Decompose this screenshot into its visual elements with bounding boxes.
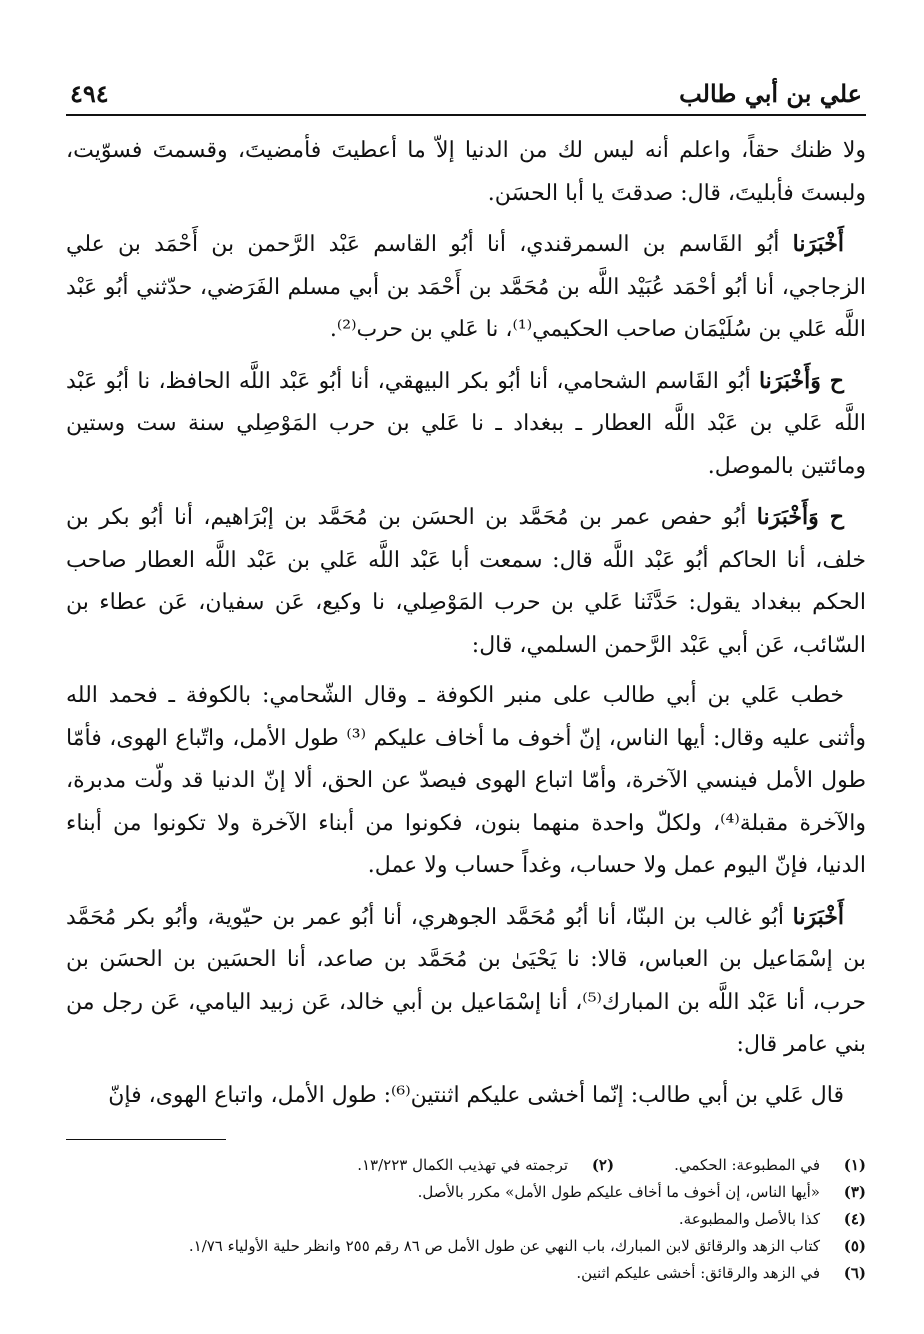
paragraph-text: ولا ظنك حقاً، واعلم أنه ليس لك من الدنيا إلاّ ما أعطيتَ فأمضيتَ، وقسمتَ فسوّيت، ولبستَ فأبليتَ، قال: صدقتَ يا أبا الحسَن. (66, 138, 866, 206)
paragraph (66, 496, 866, 667)
header-title: علي بن أبي طالب (679, 79, 862, 108)
paragraph (66, 130, 866, 215)
footnote (66, 1206, 866, 1233)
footnote-number: (١) (843, 1156, 866, 1174)
paragraph (66, 896, 866, 1067)
paragraph-lead: ح وَأَخْبَرَنا (758, 367, 844, 394)
paragraph-text: أبُو القَاسم الشحامي، أنا أبُو بكر البيهقي، أنا أبُو عَبْد اللَّه الحافظ، نا أبُو عَبْد اللَّه عَلي بن عَبْد اللَّه العطار ـ ببغداد ـ نا عَلي بن حرب المَوْصِلي سنة ست وستين ومائتين بالموصل. (66, 368, 866, 479)
footnote-text: كذا بالأصل والمطبوعة. (678, 1210, 820, 1228)
footnote-text: «أيها الناس، إن أخوف ما أخاف عليكم طول الأمل» مكرر بالأصل. (417, 1183, 820, 1201)
footnote-divider (66, 1139, 226, 1140)
footnote (674, 1152, 866, 1179)
paragraph (66, 360, 866, 489)
footnote-number: (٢) (591, 1156, 615, 1174)
paragraph (66, 1075, 866, 1118)
footnote-text: في المطبوعة: الحكمي. (674, 1156, 820, 1174)
footnote (357, 1152, 614, 1179)
paragraph-text: أبُو القَاسم بن السمرقندي، أنا أبُو القاسم عَبْد الرَّحمن بن أَحْمَد بن علي الزجاجي، أنا أبُو أحْمَد عُبَيْد اللَّه بن مُحَمَّد بن أَحْمَد بن أبي مسلم الفَرَضي، حدّثني أبُو عَبْد اللَّه عَلي بن سُلَيْمَان صاحب الحكيمي⁽¹⁾، نا عَلي بن حرب⁽²⁾. (66, 232, 866, 342)
footnote-text: ترجمته في تهذيب الكمال ١٣/٢٢٣. (357, 1156, 569, 1174)
footnote-row (66, 1152, 866, 1179)
footnote (66, 1260, 866, 1287)
paragraph (66, 675, 866, 888)
paragraph-lead: ح وَأَخْبَرَنا (756, 504, 844, 530)
body-text (66, 130, 866, 1117)
footnotes (66, 1152, 866, 1287)
footnote-number: (٤) (843, 1210, 866, 1228)
paragraph-text: أبُو غالب بن البنّا، أنا أبُو مُحَمَّد الجوهري، أنا أبُو عمر بن حيّوية، وأبُو بكر مُحَمَّد بن إسْمَاعيل بن العباس، قالا: نا يَحْيَىٰ بن مُحَمَّد بن صاعد، أنا الحسَين بن الحسَن بن حرب، أنا عَبْد اللَّه بن المبارك⁽⁵⁾، أنا إسْمَاعيل بن أبي خالد، عَن زبيد اليامي، عَن رجل من بني عامر قال: (66, 904, 866, 1057)
page-number: ٤٩٤ (70, 79, 109, 108)
paragraph-lead: أَخْبَرَنا (792, 231, 844, 257)
footnote-number: (٦) (843, 1264, 866, 1282)
paragraph (66, 223, 866, 352)
footnote-text: كتاب الزهد والرقائق لابن المبارك، باب النهي عن طول الأمل ص ٨٦ رقم ٢٥٥ وانظر حلية الأولياء ١/٧٦. (188, 1237, 820, 1255)
footnote-text: في الزهد والرقائق: أخشى عليكم اثنين. (576, 1264, 820, 1282)
paragraph-text: قال عَلي بن أبي طالب: إنّما أخشى عليكم اثنتين⁽⁶⁾: طول الأمل، واتباع الهوى، فإنّ (108, 1082, 844, 1108)
running-header (66, 72, 866, 116)
footnote-number: (٣) (843, 1183, 866, 1201)
paragraph-lead: أَخْبَرَنا (792, 903, 844, 930)
footnote (66, 1179, 866, 1206)
paragraph-text: أبُو حفص عمر بن مُحَمَّد بن الحسَن بن مُحَمَّد بن إبْرَاهيم، أنا أبُو بكر بن خلف، أنا الحاكم أبُو عَبْد اللَّه قال: سمعت أبا عَبْد اللَّه عَلي بن عَبْد اللَّه العطار صاحب الحكم ببغداد يقول: حَدَّثَنا عَلي بن حرب المَوْصِلي، نا وكيع، عَن سفيان، عَن عطاء بن السّائب، عَن أبي عَبْد الرَّحمن السلمي، قال: (66, 505, 866, 658)
footnote-number: (٥) (843, 1237, 866, 1255)
paragraph-text: خطب عَلي بن أبي طالب على منبر الكوفة ـ وقال الشّحامي: بالكوفة ـ فحمد الله وأثنى عليه وقال: أيها الناس، إنّ أخوف ما أخاف عليكم ⁽³⁾ طول الأمل، واتّباع الهوى، فأمّا طول الأمل فينسي الآخرة، وأمّا اتباع الهوى فيصدّ عن الحق، ألا إنّ الدنيا قد ولّت مدبرة، والآخرة مقبلة⁽⁴⁾، ولكلّ واحدة منهما بنون، فكونوا من أبناء الآخرة ولا تكونوا من أبناء الدنيا، فإنّ اليوم عمل ولا حساب، وغداً حساب ولا عمل. (66, 683, 866, 878)
footnote (66, 1233, 866, 1260)
